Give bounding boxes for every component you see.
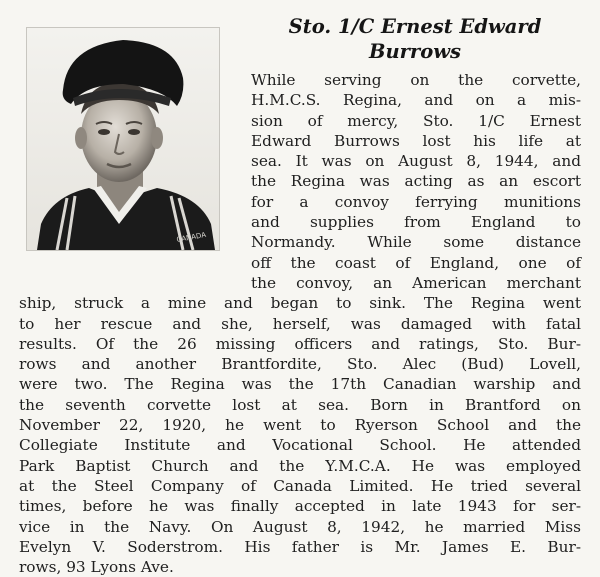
text-line: to her rescue and she, herself, was damaged with fatal [19, 314, 581, 333]
text-line: Collegiate Institute and Vocational School. He attended [19, 436, 581, 455]
text-line: Park Baptist Church and the Y.M.C.A. He was employed [19, 456, 581, 475]
page-title [250, 14, 580, 64]
text-line: rows and another Brantfordite, Sto. Alec (Bud) Lovell, [19, 355, 581, 374]
text-line: While serving on the corvette, [251, 71, 581, 89]
text-line: for a convoy ferrying munitions [251, 192, 581, 211]
text-line: and supplies from England to [251, 213, 581, 232]
text-line: the Regina was acting as an escort [251, 172, 581, 191]
text-line: Normandy. While some distance [251, 233, 581, 252]
title-line-1: Sto. 1/C Ernest Edward [288, 15, 542, 38]
text-line: results. Of the 26 missing officers and ratings, Sto. Bur- [19, 334, 581, 353]
text-line: were two. The Regina was the 17th Canadian warship and [19, 375, 581, 394]
text-line: ship, struck a mine and began to sink. The Regina went [19, 294, 581, 313]
text-line: H.M.C.S. Regina, and on a mis- [251, 91, 581, 110]
text-line: off the coast of England, one of [251, 253, 581, 272]
text-line: Evelyn V. Soderstrom. His father is Mr. James E. Bur- [19, 537, 581, 556]
text-line: the convoy, an American merchant [251, 273, 581, 292]
title-line-2: Burrows [369, 40, 461, 63]
biography-text [19, 70, 581, 577]
text-line: the seventh corvette lost at sea. Born in Brantford on [19, 395, 581, 414]
canada-shoulder-badge: CANADA [175, 230, 207, 244]
text-line: Edward Burrows lost his life at [251, 131, 581, 150]
text-line: vice in the Navy. On August 8, 1942, he married Miss [19, 517, 581, 536]
text-line: rows, 93 Lyons Ave. [19, 558, 174, 577]
text-line: sea. It was on August 8, 1944, and [251, 152, 581, 171]
text-line: sion of mercy, Sto. 1/C Ernest [251, 111, 581, 130]
text-line: times, before he was finally accepted in late 1943 for ser- [19, 497, 581, 516]
text-line: November 22, 1920, he went to Ryerson School and the [19, 416, 581, 435]
text-line: at the Steel Company of Canada Limited. He tried several [19, 476, 581, 495]
